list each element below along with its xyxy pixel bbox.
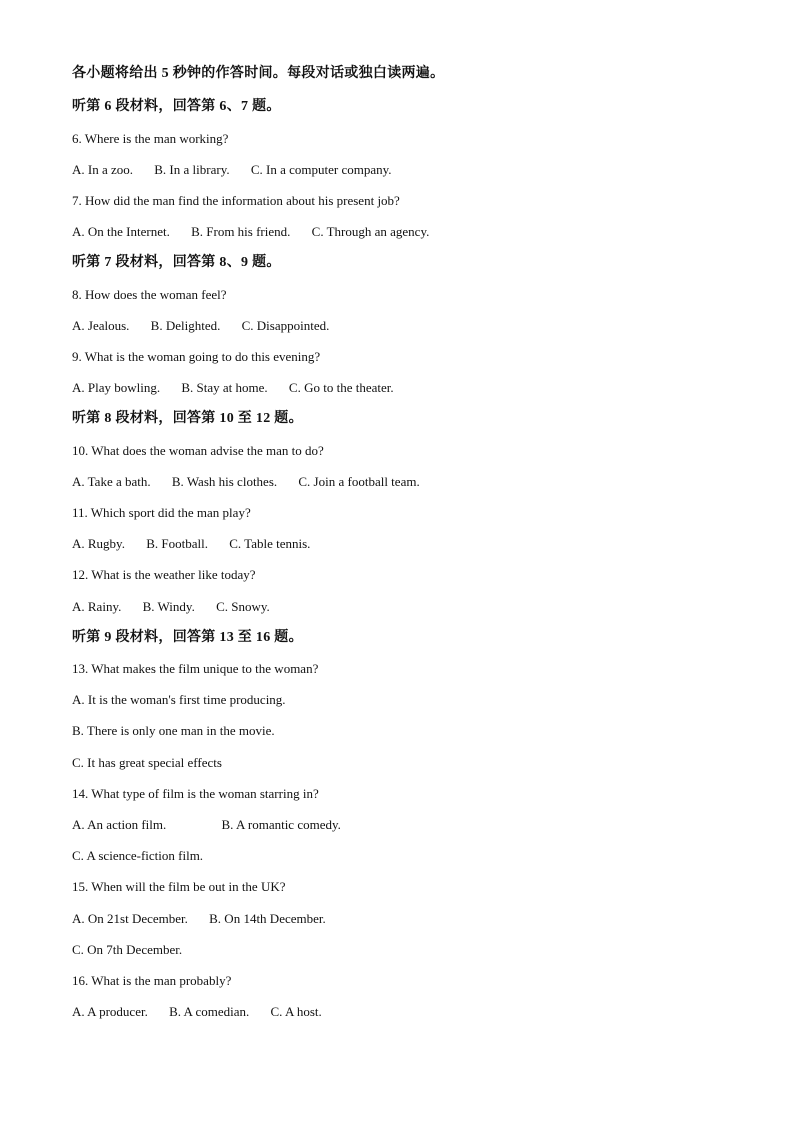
question-text: 7. How did the man find the information about his present job? bbox=[72, 193, 400, 208]
option-b: B. There is only one man in the movie. bbox=[72, 723, 275, 738]
section-heading: 听第 7 段材料，回答第 8、9 题。 bbox=[72, 255, 281, 270]
section-heading: 听第 8 段材料，回答第 10 至 12 题。 bbox=[72, 411, 303, 426]
option-b: B. From his friend. bbox=[191, 224, 291, 239]
options-row bbox=[72, 224, 429, 240]
options-row bbox=[72, 1004, 322, 1020]
option-b: B. Windy. bbox=[142, 599, 195, 614]
option-a: A. Take a bath. bbox=[72, 474, 151, 489]
options-row bbox=[72, 162, 392, 178]
option-a: A. On the Internet. bbox=[72, 224, 170, 239]
option-c: C. Go to the theater. bbox=[288, 380, 394, 395]
option-a: A. It is the woman's first time producing. bbox=[72, 692, 286, 707]
option-b: B. A comedian. bbox=[169, 1004, 250, 1019]
option-a: A. Rainy. bbox=[72, 599, 122, 614]
options-row bbox=[72, 536, 310, 552]
option-b: B. Football. bbox=[146, 536, 208, 551]
option-c: C. A science-fiction film. bbox=[72, 848, 204, 863]
option-b: B. Delighted. bbox=[150, 318, 221, 333]
option-c: C. On 7th December. bbox=[72, 942, 183, 957]
option-a: A. In a zoo. bbox=[72, 162, 134, 177]
option-b: B. Wash his clothes. bbox=[171, 474, 278, 489]
question-text: 6. Where is the man working? bbox=[72, 131, 229, 146]
question-text: 12. What is the weather like today? bbox=[72, 567, 256, 582]
options-row bbox=[72, 318, 329, 334]
question-text: 10. What does the woman advise the man to do? bbox=[72, 443, 324, 458]
option-c: C. Disappointed. bbox=[241, 318, 330, 333]
options-row bbox=[72, 474, 420, 490]
option-c: C. In a computer company. bbox=[250, 162, 392, 177]
question-text: 13. What makes the film unique to the woman? bbox=[72, 661, 319, 676]
section-heading: 听第 6 段材料，回答第 6、7 题。 bbox=[72, 99, 281, 114]
option-b: B. In a library. bbox=[154, 162, 230, 177]
options-row bbox=[72, 817, 341, 833]
option-c: C. Table tennis. bbox=[229, 536, 311, 551]
section-heading: 听第 9 段材料，回答第 13 至 16 题。 bbox=[72, 630, 303, 645]
option-c: C. A host. bbox=[270, 1004, 322, 1019]
option-a: A. On 21st December. bbox=[72, 911, 188, 926]
question-text: 9. What is the woman going to do this evening? bbox=[72, 349, 321, 364]
question-text: 15. When will the film be out in the UK? bbox=[72, 879, 286, 894]
option-b: B. A romantic comedy. bbox=[221, 817, 341, 832]
option-a: A. An action film. bbox=[72, 817, 167, 832]
options-row bbox=[72, 380, 394, 396]
question-text: 8. How does the woman feel? bbox=[72, 287, 227, 302]
options-row bbox=[72, 599, 270, 615]
option-a: A. A producer. bbox=[72, 1004, 148, 1019]
option-c: C. Join a football team. bbox=[298, 474, 420, 489]
option-c: C. It has great special effects bbox=[72, 755, 222, 770]
option-b: B. Stay at home. bbox=[181, 380, 268, 395]
question-text: 14. What type of film is the woman starring in? bbox=[72, 786, 319, 801]
option-b: B. On 14th December. bbox=[209, 911, 326, 926]
question-text: 16. What is the man probably? bbox=[72, 973, 232, 988]
instructions-text: 各小题将给出 5 秒钟的作答时间。每段对话或独白读两遍。 bbox=[72, 66, 445, 81]
option-a: A. Jealous. bbox=[72, 318, 130, 333]
option-a: A. Rugby. bbox=[72, 536, 125, 551]
options-row bbox=[72, 911, 326, 927]
option-a: A. Play bowling. bbox=[72, 380, 161, 395]
question-text: 11. Which sport did the man play? bbox=[72, 505, 251, 520]
option-c: C. Snowy. bbox=[216, 599, 270, 614]
option-c: C. Through an agency. bbox=[311, 224, 430, 239]
